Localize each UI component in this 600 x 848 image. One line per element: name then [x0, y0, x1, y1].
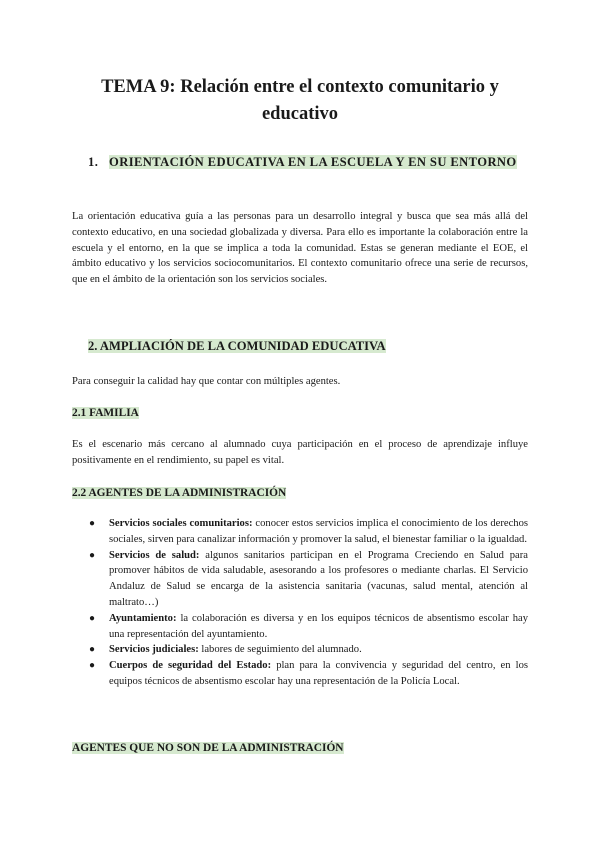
- list-item-term: Servicios sociales comunitarios:: [109, 518, 253, 529]
- section-2-heading: [88, 337, 386, 355]
- list-item-term: Servicios de salud:: [109, 549, 200, 561]
- list-item-text: conocer estos servicios implica el conocimiento de los derechos sociales, sirven para canalizar información y promover la salud, el bienestar familiar o la igualdad.: [109, 518, 529, 545]
- list-item: [72, 642, 528, 658]
- list-item-term: Cuerpos de seguridad del Estado:: [109, 660, 272, 672]
- list-item-text: plan para la convivencia y seguridad del centro, en los equipos técnicos de absentismo escolar hay una representación de la Policía Local.: [109, 660, 528, 687]
- section-1-heading-text: ORIENTACIÓN EDUCATIVA EN LA ESCUELA Y EN SU ENTORNO: [109, 155, 517, 169]
- bullet-icon: ●: [89, 644, 96, 656]
- admin-heading: [72, 485, 286, 501]
- list-item: [72, 548, 528, 611]
- non-admin-heading: [72, 740, 344, 756]
- list-item-term: Servicios judiciales:: [109, 644, 199, 656]
- admin-heading-text: 2.2 AGENTES DE LA ADMINISTRACIÓN: [72, 487, 287, 499]
- family-heading: [72, 405, 139, 421]
- non-admin-heading-text: AGENTES QUE NO SON DE LA ADMINISTRACIÓN: [72, 742, 344, 754]
- section-1-paragraph: La orientación educativa guía a las personas para un desarrollo integral y busca que sea más allá del contexto educativo, en una sociedad globalizada y diversa. Para ello es importante la colaboración entre la escuela y el entorno, en la que se implica a toda la comunidad. Estas se generan mediante el EOE, el ámbito educativo y los servicios sociocomunitarios. El contexto comunitario ofrece una serie de recursos, que en el ámbito de la orientación son los servicios sociales.: [72, 211, 528, 286]
- section-1-number: 1.: [88, 155, 99, 169]
- list-item-term: Ayuntamiento:: [109, 612, 177, 624]
- bullet-icon: ●: [89, 612, 96, 624]
- family-heading-text: 2.1 FAMILIA: [72, 407, 139, 419]
- document-title: TEMA 9: Relación entre el contexto comunitario y educativo: [101, 77, 499, 124]
- list-item: [72, 611, 528, 643]
- admin-agents-list: [72, 516, 528, 690]
- family-paragraph: Es el escenario más cercano al alumnado cuya participación en el proceso de aprendizaje influye positivamente en el rendimiento, su papel es vital.: [72, 439, 528, 466]
- list-item-text: algunos sanitarios participan en el Programa Creciendo en Salud para promover hábitos de vida saludable, asesorando a los profesores o mediante charlas. El Servicio Andaluz de Salud se encarga de la asistencia sanitaria (vacunas, salud mental, atención al maltrato…): [109, 549, 528, 608]
- section-1-heading: [88, 152, 528, 173]
- bullet-icon: ●: [89, 518, 96, 529]
- section-2-intro: Para conseguir la calidad hay que contar con múltiples agentes.: [72, 376, 341, 387]
- bullet-icon: ●: [89, 660, 96, 672]
- section-2-heading-text: 2. AMPLIACIÓN DE LA COMUNIDAD EDUCATIVA: [88, 339, 386, 353]
- list-item-text: la colaboración es diversa y en los equipos técnicos de absentismo escolar hay una representación del ayuntamiento.: [109, 612, 528, 640]
- list-item-text: labores de seguimiento del alumnado.: [198, 644, 362, 656]
- list-item: [72, 658, 528, 690]
- list-item: [72, 516, 528, 548]
- bullet-icon: ●: [89, 549, 96, 561]
